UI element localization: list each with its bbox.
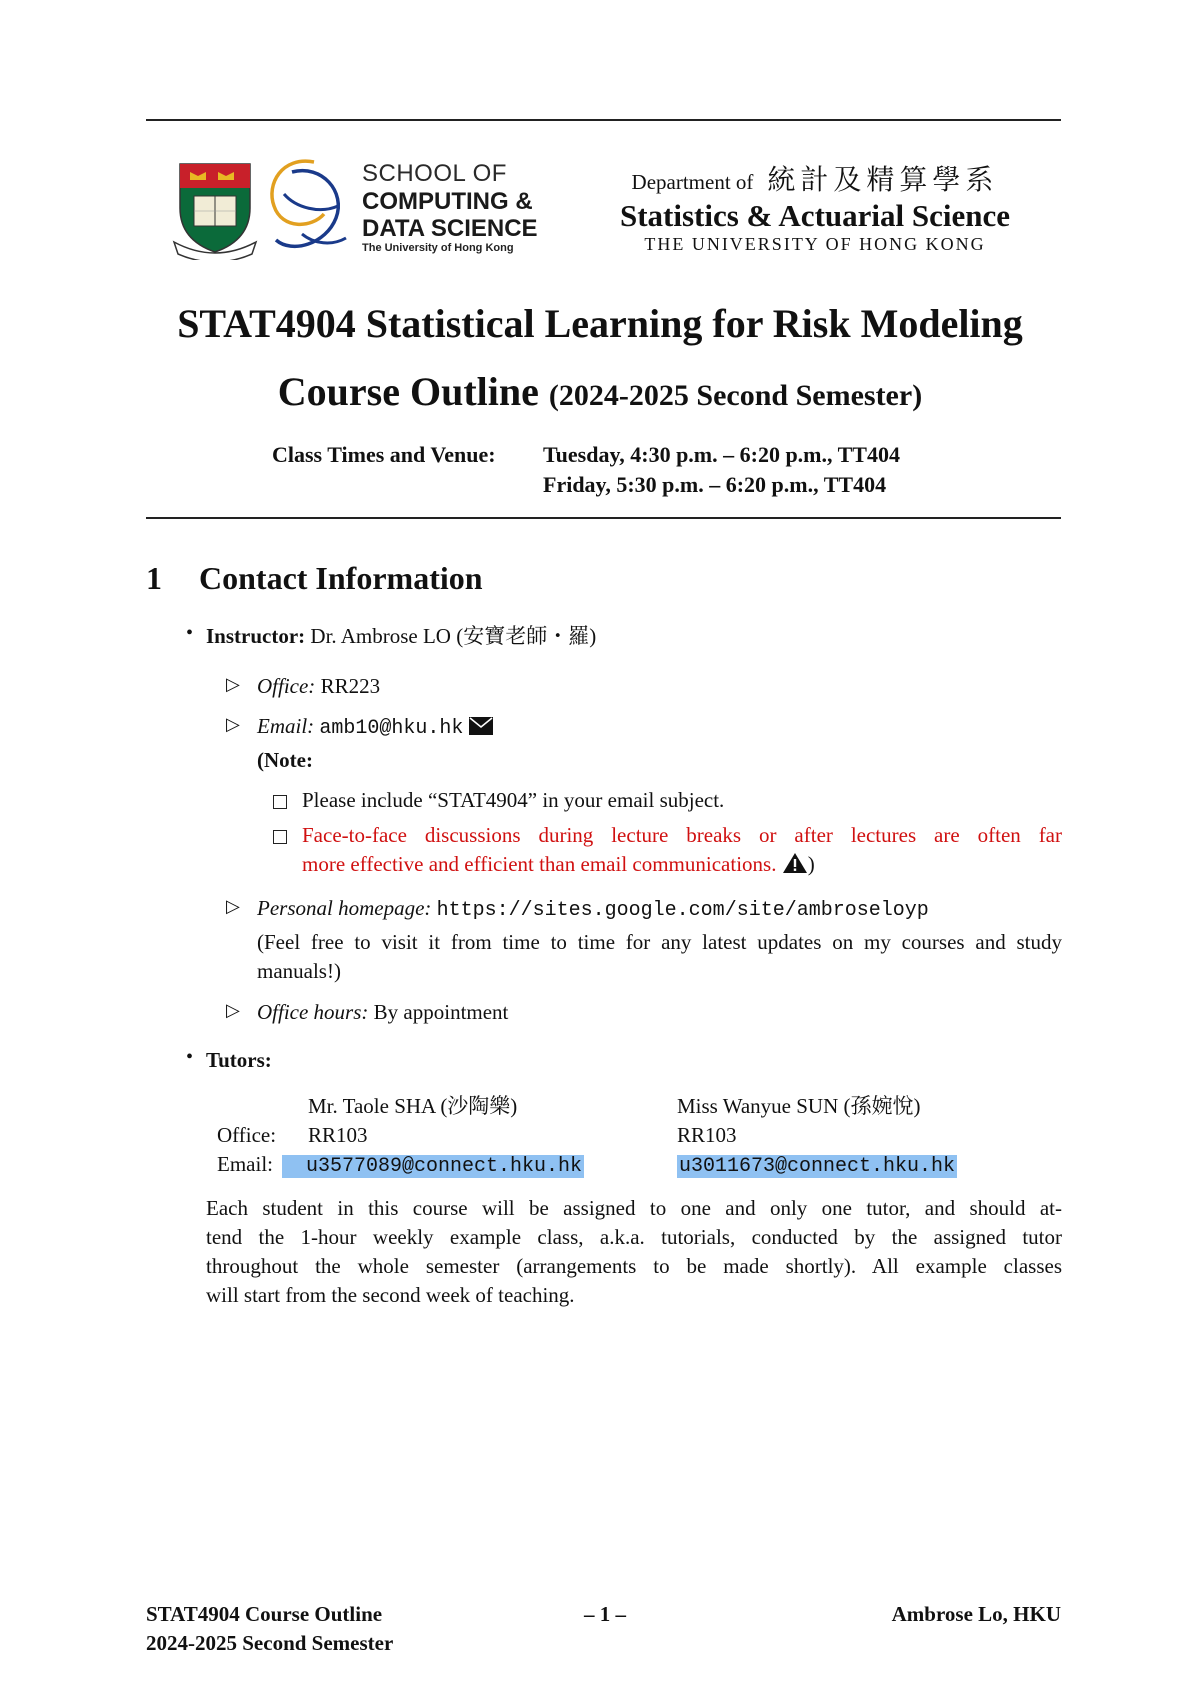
school-line-3: DATA SCIENCE bbox=[362, 215, 538, 242]
section-number: 1 bbox=[146, 560, 162, 596]
note-item-2-line-1: Face-to-face discussions during lecture breaks or after lectures are often far bbox=[302, 823, 1062, 847]
triangle-bullet-icon: ▷ bbox=[226, 1000, 240, 1020]
footer-page-number: – 1 – bbox=[584, 1602, 626, 1626]
triangle-bullet-icon: ▷ bbox=[226, 674, 240, 694]
tutor-2-name: Miss Wanyue SUN (孫婉悅) bbox=[677, 1094, 921, 1118]
checkbox-square-icon bbox=[273, 795, 287, 809]
envelope-icon[interactable] bbox=[469, 717, 493, 735]
footer-left-2: 2024-2025 Second Semester bbox=[146, 1631, 394, 1655]
homepage-link[interactable]: https://sites.google.com/site/ambroseloyp bbox=[436, 899, 929, 922]
tutor-2-email-link[interactable] bbox=[677, 1155, 957, 1178]
email-line bbox=[257, 712, 493, 743]
bullet-dot-icon: • bbox=[186, 1046, 194, 1068]
school-line-1: SCHOOL OF bbox=[362, 160, 507, 187]
tutor-paragraph-line-3: throughout the whole semester (arrangements to be made shortly). All example classes bbox=[206, 1254, 1062, 1278]
office-hours-line bbox=[257, 998, 508, 1027]
tutor-paragraph bbox=[206, 1194, 1062, 1310]
section-title: Contact Information bbox=[199, 560, 483, 596]
section-heading bbox=[146, 560, 483, 597]
instructor-label: Instructor: bbox=[206, 624, 306, 648]
homepage-note-line-2: manuals!) bbox=[257, 959, 341, 983]
department-line-1 bbox=[590, 158, 1040, 198]
tutor-2-office: RR103 bbox=[677, 1123, 737, 1147]
note-label: (Note: bbox=[257, 748, 313, 772]
course-outline-title bbox=[0, 368, 1200, 415]
triangle-bullet-icon: ▷ bbox=[226, 714, 240, 734]
tutor-1-email-link[interactable] bbox=[282, 1155, 584, 1178]
school-name-block bbox=[362, 160, 538, 254]
tutor-paragraph-line-4: will start from the second week of teaching. bbox=[206, 1283, 575, 1307]
header-bottom-rule bbox=[146, 517, 1061, 519]
hku-crest-logo bbox=[172, 160, 258, 260]
office-label: Office: bbox=[257, 674, 316, 698]
school-line-2: COMPUTING & bbox=[362, 188, 533, 215]
tutor-1-email: u3577089@connect.hku.hk bbox=[306, 1155, 583, 1178]
tutor-email-label: Email: bbox=[217, 1152, 273, 1176]
office-hours-value: By appointment bbox=[373, 1000, 509, 1024]
class-times-label: Class Times and Venue: bbox=[272, 442, 496, 467]
office-hours-label: Office hours: bbox=[257, 1000, 369, 1024]
department-prefix: Department of bbox=[631, 170, 754, 194]
office-value: RR223 bbox=[320, 674, 381, 698]
department-chinese: 統計及精算學系 bbox=[767, 165, 999, 196]
note-close-paren: ) bbox=[807, 852, 815, 876]
note-item-2-line-2: more effective and efficient than email communications. bbox=[302, 852, 777, 876]
tutor-paragraph-line-2: tend the 1-hour weekly example class, a.k.a. tutorials, conducted by the assigned tutor bbox=[206, 1225, 1062, 1249]
semester-label: (2024-2025 Second Semester) bbox=[548, 379, 923, 412]
tutor-1-name: Mr. Taole SHA (沙陶樂) bbox=[308, 1094, 518, 1118]
footer-right: Ambrose Lo, HKU bbox=[891, 1602, 1061, 1626]
instructor-name: Dr. Ambrose LO (安寶老師・羅) bbox=[310, 624, 597, 648]
tutors-label: Tutors: bbox=[206, 1048, 272, 1072]
homepage-label: Personal homepage: bbox=[257, 896, 432, 920]
bullet-dot-icon: • bbox=[186, 622, 194, 644]
tutor-office-label: Office: bbox=[217, 1123, 277, 1147]
outline-label: Course Outline bbox=[277, 369, 539, 414]
triangle-bullet-icon: ▷ bbox=[226, 896, 240, 916]
email-label: Email: bbox=[257, 714, 315, 738]
class-time-1: Tuesday, 4:30 p.m. – 6:20 p.m., TT404 bbox=[543, 442, 900, 467]
footer-left-1: STAT4904 Course Outline bbox=[146, 1602, 383, 1626]
instructor-line bbox=[206, 622, 596, 651]
tutor-1-email-wrap bbox=[282, 1150, 584, 1181]
school-line-4: The University of Hong Kong bbox=[362, 242, 514, 254]
instructor-email-link[interactable]: amb10@hku.hk bbox=[319, 717, 464, 740]
top-rule bbox=[146, 119, 1061, 121]
class-time-2: Friday, 5:30 p.m. – 6:20 p.m., TT404 bbox=[543, 472, 887, 497]
homepage-note-line-1: (Feel free to visit it from time to time for any latest updates on my courses and study bbox=[257, 930, 1062, 954]
note-item-1: Please include “STAT4904” in your email subject. bbox=[302, 788, 725, 812]
school-swirl-logo bbox=[262, 154, 352, 258]
tutor-1-office: RR103 bbox=[308, 1123, 368, 1147]
course-title: STAT4904 Statistical Learning for Risk Modeling bbox=[177, 301, 1023, 346]
tutor-paragraph-line-1: Each student in this course will be assigned to one and only one tutor, and should at- bbox=[206, 1196, 1062, 1220]
university-name: THE UNIVERSITY OF HONG KONG bbox=[644, 234, 986, 254]
tutor-2-email: u3011673@connect.hku.hk bbox=[679, 1155, 956, 1178]
warning-icon bbox=[782, 852, 808, 874]
office-line bbox=[257, 672, 380, 701]
checkbox-square-icon bbox=[273, 830, 287, 844]
homepage-line bbox=[257, 894, 929, 925]
department-name: Statistics & Actuarial Science bbox=[619, 198, 1010, 233]
note-item-2-line-2-wrap bbox=[302, 850, 815, 879]
department-block bbox=[590, 158, 1040, 255]
tutor-2-email-wrap bbox=[677, 1150, 957, 1181]
